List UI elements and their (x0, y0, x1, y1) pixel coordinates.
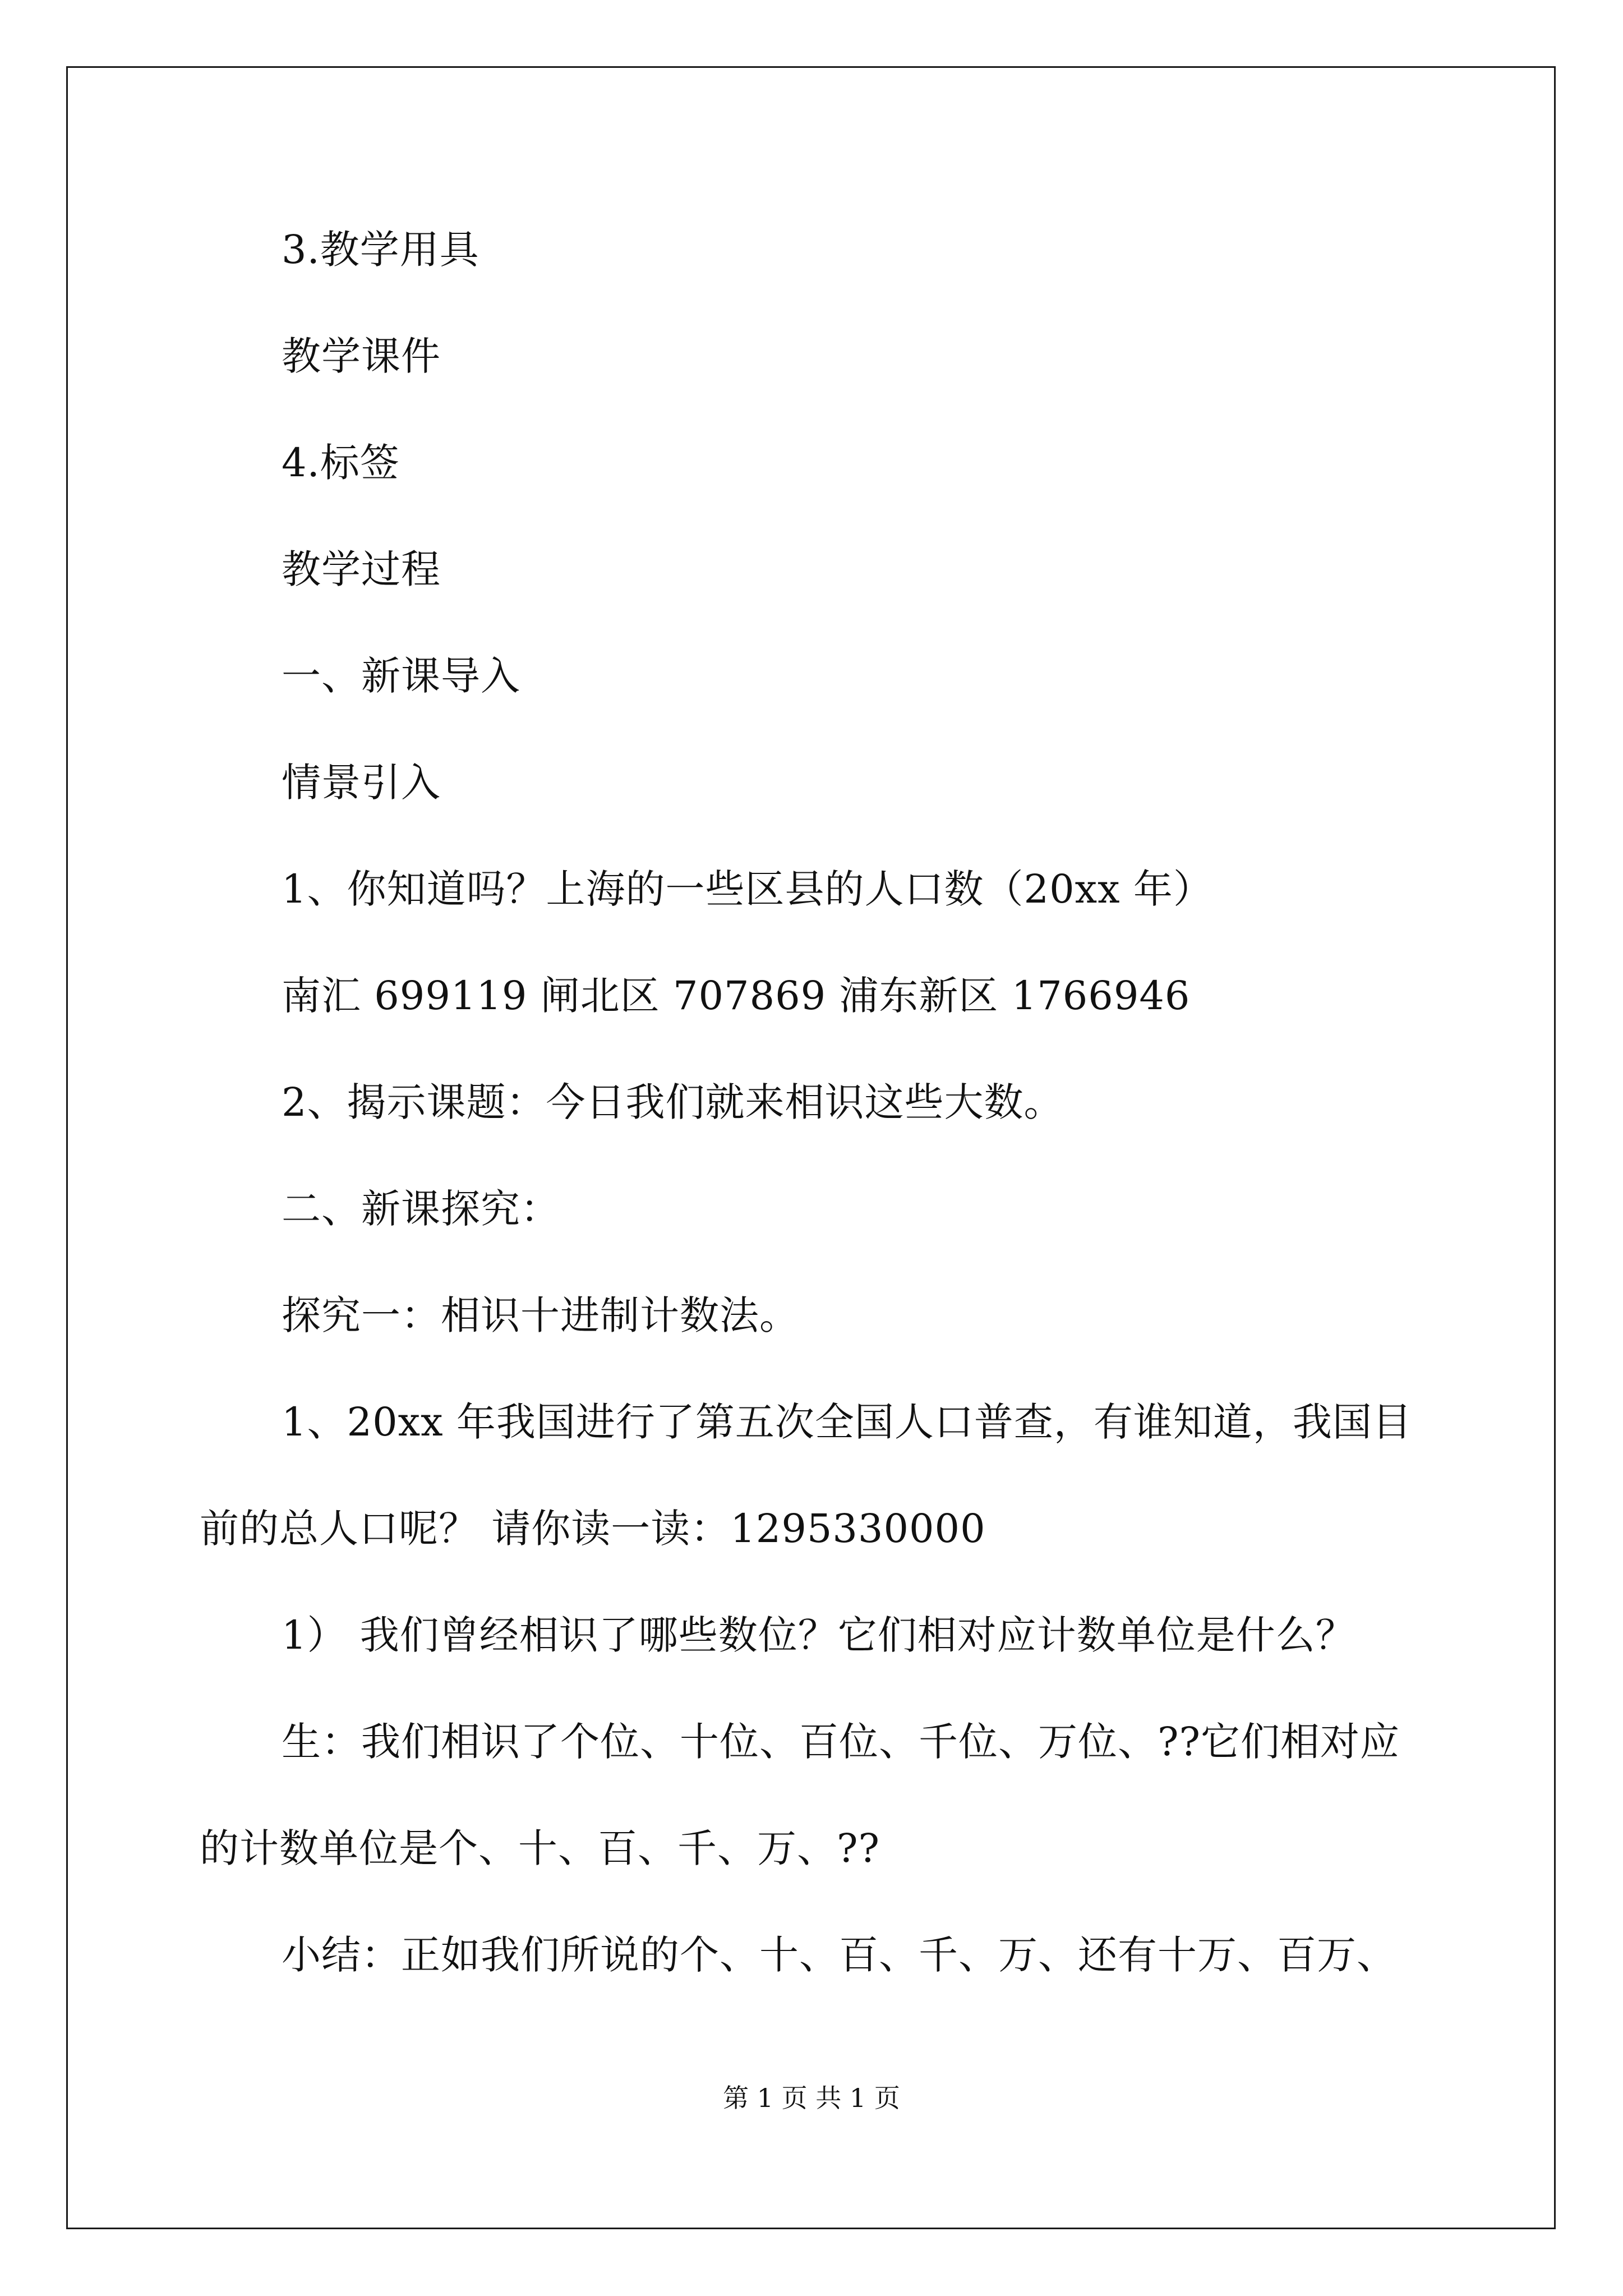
text-line: 1、你知道吗？上海的一些区县的人口数（20xx 年） (282, 866, 1213, 912)
text-line: 小结：正如我们所说的个、十、百、千、万、还有十万、百万、 (282, 1932, 1396, 1978)
page-footer: 第 1 页 共 1 页 (723, 2083, 900, 2113)
text-line: 4.标签 (282, 440, 400, 486)
text-line: 情景引入 (282, 760, 441, 806)
text-line: 南汇 699119 闸北区 707869 浦东新区 1766946 (282, 973, 1191, 1019)
text-line: 探究一：相识十进制计数法。 (282, 1292, 799, 1338)
text-line: 1、20xx 年我国进行了第五次全国人口普查，有谁知道，我国目 (282, 1399, 1412, 1445)
text-line: 教学过程 (282, 546, 441, 592)
text-line: 的计数单位是个、十、百、千、万、?? (200, 1825, 880, 1871)
text-line: 一、新课导入 (282, 653, 520, 699)
text-line: 2、揭示课题：今日我们就来相识这些大数。 (282, 1079, 1064, 1125)
text-line: 1） 我们曾经相识了哪些数位？它们相对应计数单位是什么？ (282, 1612, 1355, 1658)
text-line: 教学课件 (282, 333, 441, 379)
text-line: 生：我们相识了个位、十位、百位、千位、万位、??它们相对应 (282, 1719, 1400, 1765)
text-line: 前的总人口呢？ 请你读一读：1295330000 (200, 1506, 986, 1552)
text-line: 二、新课探究： (282, 1186, 560, 1232)
text-line: 3.教学用具 (282, 227, 479, 273)
